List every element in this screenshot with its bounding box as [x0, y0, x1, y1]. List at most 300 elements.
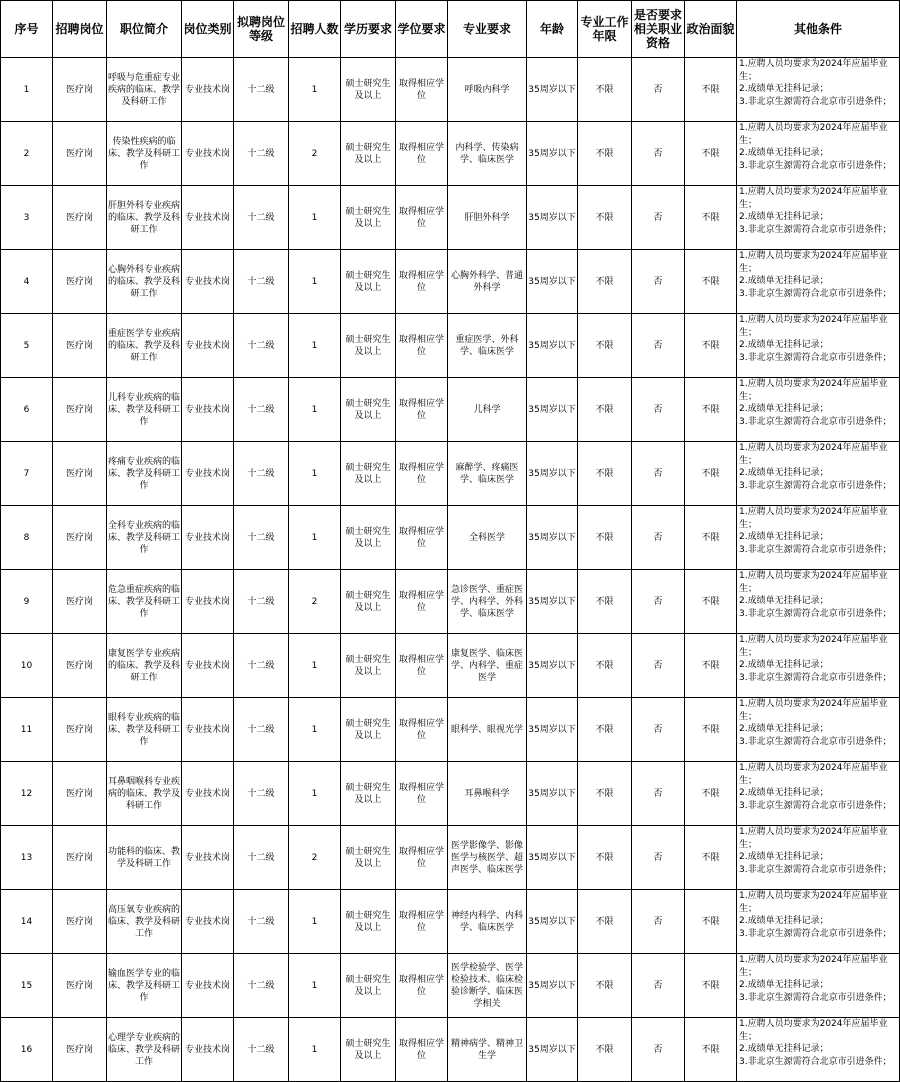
- cell-cert: 否: [632, 314, 685, 378]
- cell-political: 不限: [685, 698, 737, 762]
- cell-category: 专业技术岗: [182, 250, 234, 314]
- cell-years: 不限: [578, 954, 632, 1018]
- cell-intro: 功能科的临床、教学及科研工作: [107, 826, 182, 890]
- cell-political: 不限: [685, 762, 737, 826]
- cell-degree: 取得相应学位: [396, 570, 448, 634]
- cell-post: 医疗岗: [53, 890, 107, 954]
- cell-post: 医疗岗: [53, 570, 107, 634]
- cell-level: 十二级: [234, 314, 289, 378]
- cell-years: 不限: [578, 506, 632, 570]
- cell-major: 耳鼻喉科学: [448, 762, 527, 826]
- cell-education: 硕士研究生及以上: [341, 954, 396, 1018]
- other-condition-line: 2.成绩单无挂科记录；: [739, 916, 829, 926]
- cell-political: 不限: [685, 378, 737, 442]
- other-condition-line: 3.非北京生源需符合北京市引进条件；: [739, 160, 892, 171]
- cell-post: 医疗岗: [53, 634, 107, 698]
- cell-no: 9: [1, 570, 53, 634]
- cell-degree: 取得相应学位: [396, 762, 448, 826]
- cell-other: [737, 506, 900, 570]
- cell-cert: 否: [632, 1018, 685, 1082]
- cell-count: 1: [289, 1018, 341, 1082]
- table-row: [1, 762, 900, 826]
- cell-cert: 否: [632, 250, 685, 314]
- cell-education: 硕士研究生及以上: [341, 698, 396, 762]
- cell-level: 十二级: [234, 570, 289, 634]
- cell-post: 医疗岗: [53, 314, 107, 378]
- header-cell-cert: 是否要求相关职业资格: [632, 1, 685, 58]
- cell-major: 儿科学: [448, 378, 527, 442]
- other-condition-line: 2.成绩单无挂科记录；: [739, 276, 829, 286]
- header-cell-education: 学历要求: [341, 1, 396, 58]
- other-condition-line: 3.非北京生源需符合北京市引进条件；: [739, 864, 892, 875]
- other-condition-line: 3.非北京生源需符合北京市引进条件；: [739, 480, 892, 491]
- cell-cert: 否: [632, 122, 685, 186]
- cell-cert: 否: [632, 58, 685, 122]
- cell-age: 35周岁以下: [527, 186, 578, 250]
- other-condition-line: 3.非北京生源需符合北京市引进条件；: [739, 1056, 892, 1067]
- cell-category: 专业技术岗: [182, 1018, 234, 1082]
- cell-other: [737, 890, 900, 954]
- cell-other: [737, 58, 900, 122]
- cell-no: 16: [1, 1018, 53, 1082]
- cell-education: 硕士研究生及以上: [341, 762, 396, 826]
- cell-cert: 否: [632, 762, 685, 826]
- cell-category: 专业技术岗: [182, 634, 234, 698]
- cell-education: 硕士研究生及以上: [341, 442, 396, 506]
- cell-other: [737, 122, 900, 186]
- other-condition-line: 1.应聘人员均要求为2024年应届毕业生；: [739, 443, 888, 466]
- cell-count: 1: [289, 58, 341, 122]
- cell-years: 不限: [578, 570, 632, 634]
- cell-years: 不限: [578, 378, 632, 442]
- cell-political: 不限: [685, 826, 737, 890]
- cell-degree: 取得相应学位: [396, 1018, 448, 1082]
- cell-age: 35周岁以下: [527, 314, 578, 378]
- cell-years: 不限: [578, 826, 632, 890]
- cell-other: [737, 378, 900, 442]
- other-condition-line: 3.非北京生源需符合北京市引进条件；: [739, 544, 892, 555]
- cell-degree: 取得相应学位: [396, 186, 448, 250]
- header-cell-major: 专业要求: [448, 1, 527, 58]
- cell-age: 35周岁以下: [527, 506, 578, 570]
- cell-cert: 否: [632, 890, 685, 954]
- cell-major: 康复医学、临床医学、内科学、重症医学: [448, 634, 527, 698]
- cell-post: 医疗岗: [53, 506, 107, 570]
- cell-post: 医疗岗: [53, 58, 107, 122]
- table-row: [1, 314, 900, 378]
- cell-other: [737, 954, 900, 1018]
- cell-no: 10: [1, 634, 53, 698]
- header-cell-no: 序号: [1, 1, 53, 58]
- header-cell-years: 专业工作年限: [578, 1, 632, 58]
- other-condition-line: 1.应聘人员均要求为2024年应届毕业生；: [739, 59, 888, 82]
- cell-age: 35周岁以下: [527, 122, 578, 186]
- cell-education: 硕士研究生及以上: [341, 506, 396, 570]
- cell-count: 1: [289, 762, 341, 826]
- cell-category: 专业技术岗: [182, 58, 234, 122]
- cell-no: 1: [1, 58, 53, 122]
- cell-years: 不限: [578, 186, 632, 250]
- other-condition-line: 2.成绩单无挂科记录；: [739, 724, 829, 734]
- cell-age: 35周岁以下: [527, 890, 578, 954]
- cell-no: 6: [1, 378, 53, 442]
- other-condition-line: 1.应聘人员均要求为2024年应届毕业生；: [739, 315, 888, 338]
- cell-degree: 取得相应学位: [396, 378, 448, 442]
- cell-major: 麻醉学、疼痛医学、临床医学: [448, 442, 527, 506]
- cell-level: 十二级: [234, 58, 289, 122]
- cell-major: 肝胆外科学: [448, 186, 527, 250]
- cell-years: 不限: [578, 250, 632, 314]
- header-cell-post: 招聘岗位: [53, 1, 107, 58]
- other-condition-line: 1.应聘人员均要求为2024年应届毕业生；: [739, 635, 888, 658]
- cell-level: 十二级: [234, 698, 289, 762]
- cell-years: 不限: [578, 58, 632, 122]
- cell-degree: 取得相应学位: [396, 442, 448, 506]
- cell-post: 医疗岗: [53, 954, 107, 1018]
- cell-cert: 否: [632, 570, 685, 634]
- cell-other: [737, 1018, 900, 1082]
- cell-post: 医疗岗: [53, 378, 107, 442]
- other-condition-line: 3.非北京生源需符合北京市引进条件；: [739, 608, 892, 619]
- cell-intro: 危急重症疾病的临床、教学及科研工作: [107, 570, 182, 634]
- other-condition-line: 2.成绩单无挂科记录；: [739, 212, 829, 222]
- cell-category: 专业技术岗: [182, 506, 234, 570]
- table-row: [1, 58, 900, 122]
- cell-level: 十二级: [234, 890, 289, 954]
- cell-education: 硕士研究生及以上: [341, 634, 396, 698]
- cell-age: 35周岁以下: [527, 570, 578, 634]
- header-row: [1, 1, 900, 58]
- other-condition-line: 3.非北京生源需符合北京市引进条件；: [739, 800, 892, 811]
- cell-degree: 取得相应学位: [396, 954, 448, 1018]
- header-cell-political: 政治面貌: [685, 1, 737, 58]
- cell-intro: 眼科专业疾病的临床、教学及科研工作: [107, 698, 182, 762]
- other-condition-line: 3.非北京生源需符合北京市引进条件；: [739, 96, 892, 107]
- header-cell-intro: 职位简介: [107, 1, 182, 58]
- other-condition-line: 1.应聘人员均要求为2024年应届毕业生；: [739, 571, 888, 594]
- cell-category: 专业技术岗: [182, 890, 234, 954]
- cell-major: 心胸外科学、普通外科学: [448, 250, 527, 314]
- cell-level: 十二级: [234, 122, 289, 186]
- cell-intro: 心理学专业疾病的临床、教学及科研工作: [107, 1018, 182, 1082]
- cell-degree: 取得相应学位: [396, 122, 448, 186]
- table-row: [1, 186, 900, 250]
- other-condition-line: 2.成绩单无挂科记录；: [739, 340, 829, 350]
- cell-other: [737, 314, 900, 378]
- cell-other: [737, 762, 900, 826]
- cell-level: 十二级: [234, 634, 289, 698]
- table-row: [1, 442, 900, 506]
- header-cell-count: 招聘人数: [289, 1, 341, 58]
- other-condition-line: 1.应聘人员均要求为2024年应届毕业生；: [739, 891, 888, 914]
- cell-no: 3: [1, 186, 53, 250]
- cell-political: 不限: [685, 314, 737, 378]
- cell-intro: 肝胆外科专业疾病的临床、教学及科研工作: [107, 186, 182, 250]
- table-row: [1, 826, 900, 890]
- cell-post: 医疗岗: [53, 826, 107, 890]
- other-condition-line: 1.应聘人员均要求为2024年应届毕业生；: [739, 123, 888, 146]
- cell-category: 专业技术岗: [182, 570, 234, 634]
- table-row: [1, 250, 900, 314]
- cell-major: 医学检验学、医学检验技术、临床检验诊断学、临床医学相关: [448, 954, 527, 1018]
- cell-cert: 否: [632, 506, 685, 570]
- cell-level: 十二级: [234, 506, 289, 570]
- cell-post: 医疗岗: [53, 186, 107, 250]
- other-condition-line: 3.非北京生源需符合北京市引进条件；: [739, 992, 892, 1003]
- cell-cert: 否: [632, 442, 685, 506]
- other-condition-line: 2.成绩单无挂科记录；: [739, 532, 829, 542]
- cell-major: 急诊医学、重症医学、内科学、外科学、临床医学: [448, 570, 527, 634]
- cell-political: 不限: [685, 954, 737, 1018]
- cell-degree: 取得相应学位: [396, 698, 448, 762]
- cell-no: 4: [1, 250, 53, 314]
- other-condition-line: 2.成绩单无挂科记录；: [739, 852, 829, 862]
- table-row: [1, 954, 900, 1018]
- cell-cert: 否: [632, 634, 685, 698]
- cell-cert: 否: [632, 954, 685, 1018]
- cell-other: [737, 442, 900, 506]
- cell-intro: 传染性疾病的临床、教学及科研工作: [107, 122, 182, 186]
- other-condition-line: 2.成绩单无挂科记录；: [739, 596, 829, 606]
- other-condition-line: 1.应聘人员均要求为2024年应届毕业生；: [739, 251, 888, 274]
- other-condition-line: 3.非北京生源需符合北京市引进条件；: [739, 736, 892, 747]
- other-condition-line: 3.非北京生源需符合北京市引进条件；: [739, 224, 892, 235]
- cell-major: 医学影像学、影像医学与核医学、超声医学、临床医学: [448, 826, 527, 890]
- other-condition-line: 2.成绩单无挂科记录；: [739, 148, 829, 158]
- other-condition-line: 3.非北京生源需符合北京市引进条件；: [739, 352, 892, 363]
- cell-intro: 儿科专业疾病的临床、教学及科研工作: [107, 378, 182, 442]
- cell-age: 35周岁以下: [527, 58, 578, 122]
- other-condition-line: 2.成绩单无挂科记录；: [739, 980, 829, 990]
- cell-years: 不限: [578, 698, 632, 762]
- other-condition-line: 3.非北京生源需符合北京市引进条件；: [739, 672, 892, 683]
- cell-education: 硕士研究生及以上: [341, 570, 396, 634]
- other-condition-line: 2.成绩单无挂科记录；: [739, 84, 829, 94]
- other-condition-line: 1.应聘人员均要求为2024年应届毕业生；: [739, 827, 888, 850]
- cell-level: 十二级: [234, 1018, 289, 1082]
- other-condition-line: 1.应聘人员均要求为2024年应届毕业生；: [739, 379, 888, 402]
- header-cell-level: 拟聘岗位等级: [234, 1, 289, 58]
- cell-category: 专业技术岗: [182, 314, 234, 378]
- cell-education: 硕士研究生及以上: [341, 250, 396, 314]
- cell-major: 精神病学、精神卫生学: [448, 1018, 527, 1082]
- cell-other: [737, 250, 900, 314]
- cell-years: 不限: [578, 762, 632, 826]
- other-condition-line: 1.应聘人员均要求为2024年应届毕业生；: [739, 1019, 888, 1042]
- cell-no: 2: [1, 122, 53, 186]
- cell-major: 全科医学: [448, 506, 527, 570]
- cell-age: 35周岁以下: [527, 634, 578, 698]
- table-row: [1, 506, 900, 570]
- cell-intro: 高压氧专业疾病的临床、教学及科研工作: [107, 890, 182, 954]
- cell-age: 35周岁以下: [527, 762, 578, 826]
- cell-political: 不限: [685, 186, 737, 250]
- cell-category: 专业技术岗: [182, 954, 234, 1018]
- header-cell-degree: 学位要求: [396, 1, 448, 58]
- cell-post: 医疗岗: [53, 762, 107, 826]
- cell-count: 1: [289, 186, 341, 250]
- other-condition-line: 3.非北京生源需符合北京市引进条件；: [739, 416, 892, 427]
- cell-level: 十二级: [234, 826, 289, 890]
- table-row: [1, 698, 900, 762]
- cell-education: 硕士研究生及以上: [341, 890, 396, 954]
- other-condition-line: 1.应聘人员均要求为2024年应届毕业生；: [739, 955, 888, 978]
- cell-education: 硕士研究生及以上: [341, 826, 396, 890]
- cell-intro: 输血医学专业的临床、教学及科研工作: [107, 954, 182, 1018]
- cell-degree: 取得相应学位: [396, 826, 448, 890]
- cell-political: 不限: [685, 58, 737, 122]
- cell-category: 专业技术岗: [182, 122, 234, 186]
- other-condition-line: 1.应聘人员均要求为2024年应届毕业生；: [739, 763, 888, 786]
- cell-political: 不限: [685, 570, 737, 634]
- cell-count: 1: [289, 442, 341, 506]
- cell-major: 呼吸内科学: [448, 58, 527, 122]
- cell-intro: 心胸外科专业疾病的临床、教学及科研工作: [107, 250, 182, 314]
- cell-count: 1: [289, 698, 341, 762]
- header-cell-age: 年龄: [527, 1, 578, 58]
- cell-no: 14: [1, 890, 53, 954]
- cell-political: 不限: [685, 250, 737, 314]
- cell-count: 1: [289, 890, 341, 954]
- other-condition-line: 1.应聘人员均要求为2024年应届毕业生；: [739, 187, 888, 210]
- cell-no: 5: [1, 314, 53, 378]
- cell-post: 医疗岗: [53, 122, 107, 186]
- cell-category: 专业技术岗: [182, 186, 234, 250]
- cell-count: 1: [289, 250, 341, 314]
- cell-level: 十二级: [234, 250, 289, 314]
- cell-political: 不限: [685, 442, 737, 506]
- cell-degree: 取得相应学位: [396, 314, 448, 378]
- cell-years: 不限: [578, 442, 632, 506]
- other-condition-line: 3.非北京生源需符合北京市引进条件；: [739, 928, 892, 939]
- other-condition-line: 1.应聘人员均要求为2024年应届毕业生；: [739, 507, 888, 530]
- cell-age: 35周岁以下: [527, 442, 578, 506]
- cell-political: 不限: [685, 634, 737, 698]
- cell-major: 眼科学、眼视光学: [448, 698, 527, 762]
- cell-cert: 否: [632, 186, 685, 250]
- cell-count: 2: [289, 122, 341, 186]
- cell-no: 12: [1, 762, 53, 826]
- cell-age: 35周岁以下: [527, 826, 578, 890]
- cell-years: 不限: [578, 634, 632, 698]
- cell-degree: 取得相应学位: [396, 634, 448, 698]
- cell-count: 2: [289, 570, 341, 634]
- header-cell-category: 岗位类别: [182, 1, 234, 58]
- cell-education: 硕士研究生及以上: [341, 1018, 396, 1082]
- cell-degree: 取得相应学位: [396, 250, 448, 314]
- cell-level: 十二级: [234, 954, 289, 1018]
- cell-intro: 耳鼻咽喉科专业疾病的临床、教学及科研工作: [107, 762, 182, 826]
- cell-category: 专业技术岗: [182, 826, 234, 890]
- cell-post: 医疗岗: [53, 1018, 107, 1082]
- cell-political: 不限: [685, 890, 737, 954]
- cell-no: 13: [1, 826, 53, 890]
- cell-count: 1: [289, 954, 341, 1018]
- cell-education: 硕士研究生及以上: [341, 314, 396, 378]
- cell-level: 十二级: [234, 442, 289, 506]
- table-row: [1, 378, 900, 442]
- table-row: [1, 122, 900, 186]
- other-condition-line: 1.应聘人员均要求为2024年应届毕业生；: [739, 699, 888, 722]
- table-row: [1, 1018, 900, 1082]
- cell-other: [737, 634, 900, 698]
- cell-cert: 否: [632, 698, 685, 762]
- cell-education: 硕士研究生及以上: [341, 58, 396, 122]
- cell-other: [737, 186, 900, 250]
- cell-degree: 取得相应学位: [396, 890, 448, 954]
- cell-education: 硕士研究生及以上: [341, 186, 396, 250]
- cell-category: 专业技术岗: [182, 762, 234, 826]
- table-row: [1, 634, 900, 698]
- table-row: [1, 570, 900, 634]
- cell-other: [737, 698, 900, 762]
- cell-post: 医疗岗: [53, 698, 107, 762]
- cell-cert: 否: [632, 826, 685, 890]
- cell-major: 重症医学、外科学、临床医学: [448, 314, 527, 378]
- cell-post: 医疗岗: [53, 442, 107, 506]
- other-condition-line: 2.成绩单无挂科记录；: [739, 1044, 829, 1054]
- cell-age: 35周岁以下: [527, 1018, 578, 1082]
- cell-intro: 呼吸与危重症专业疾病的临床、教学及科研工作: [107, 58, 182, 122]
- cell-other: [737, 826, 900, 890]
- cell-degree: 取得相应学位: [396, 58, 448, 122]
- other-condition-line: 2.成绩单无挂科记录；: [739, 660, 829, 670]
- cell-count: 2: [289, 826, 341, 890]
- cell-intro: 全科专业疾病的临床、教学及科研工作: [107, 506, 182, 570]
- cell-no: 11: [1, 698, 53, 762]
- cell-age: 35周岁以下: [527, 378, 578, 442]
- cell-level: 十二级: [234, 762, 289, 826]
- cell-category: 专业技术岗: [182, 442, 234, 506]
- cell-count: 1: [289, 378, 341, 442]
- table-row: [1, 890, 900, 954]
- cell-education: 硕士研究生及以上: [341, 122, 396, 186]
- cell-other: [737, 570, 900, 634]
- cell-age: 35周岁以下: [527, 698, 578, 762]
- cell-political: 不限: [685, 1018, 737, 1082]
- other-condition-line: 3.非北京生源需符合北京市引进条件；: [739, 288, 892, 299]
- cell-political: 不限: [685, 122, 737, 186]
- cell-age: 35周岁以下: [527, 954, 578, 1018]
- other-condition-line: 2.成绩单无挂科记录；: [739, 468, 829, 478]
- cell-intro: 重症医学专业疾病的临床、教学及科研工作: [107, 314, 182, 378]
- cell-education: 硕士研究生及以上: [341, 378, 396, 442]
- cell-category: 专业技术岗: [182, 378, 234, 442]
- other-condition-line: 2.成绩单无挂科记录；: [739, 788, 829, 798]
- cell-major: 内科学、传染病学、临床医学: [448, 122, 527, 186]
- cell-level: 十二级: [234, 186, 289, 250]
- cell-years: 不限: [578, 890, 632, 954]
- cell-cert: 否: [632, 378, 685, 442]
- cell-count: 1: [289, 314, 341, 378]
- cell-years: 不限: [578, 314, 632, 378]
- cell-post: 医疗岗: [53, 250, 107, 314]
- cell-degree: 取得相应学位: [396, 506, 448, 570]
- cell-level: 十二级: [234, 378, 289, 442]
- table-body: [1, 58, 900, 1082]
- cell-years: 不限: [578, 1018, 632, 1082]
- other-condition-line: 2.成绩单无挂科记录；: [739, 404, 829, 414]
- cell-major: 神经内科学、内科学、临床医学: [448, 890, 527, 954]
- cell-category: 专业技术岗: [182, 698, 234, 762]
- cell-political: 不限: [685, 506, 737, 570]
- cell-age: 35周岁以下: [527, 250, 578, 314]
- cell-no: 7: [1, 442, 53, 506]
- cell-no: 8: [1, 506, 53, 570]
- cell-years: 不限: [578, 122, 632, 186]
- cell-intro: 康复医学专业疾病的临床、教学及科研工作: [107, 634, 182, 698]
- cell-no: 15: [1, 954, 53, 1018]
